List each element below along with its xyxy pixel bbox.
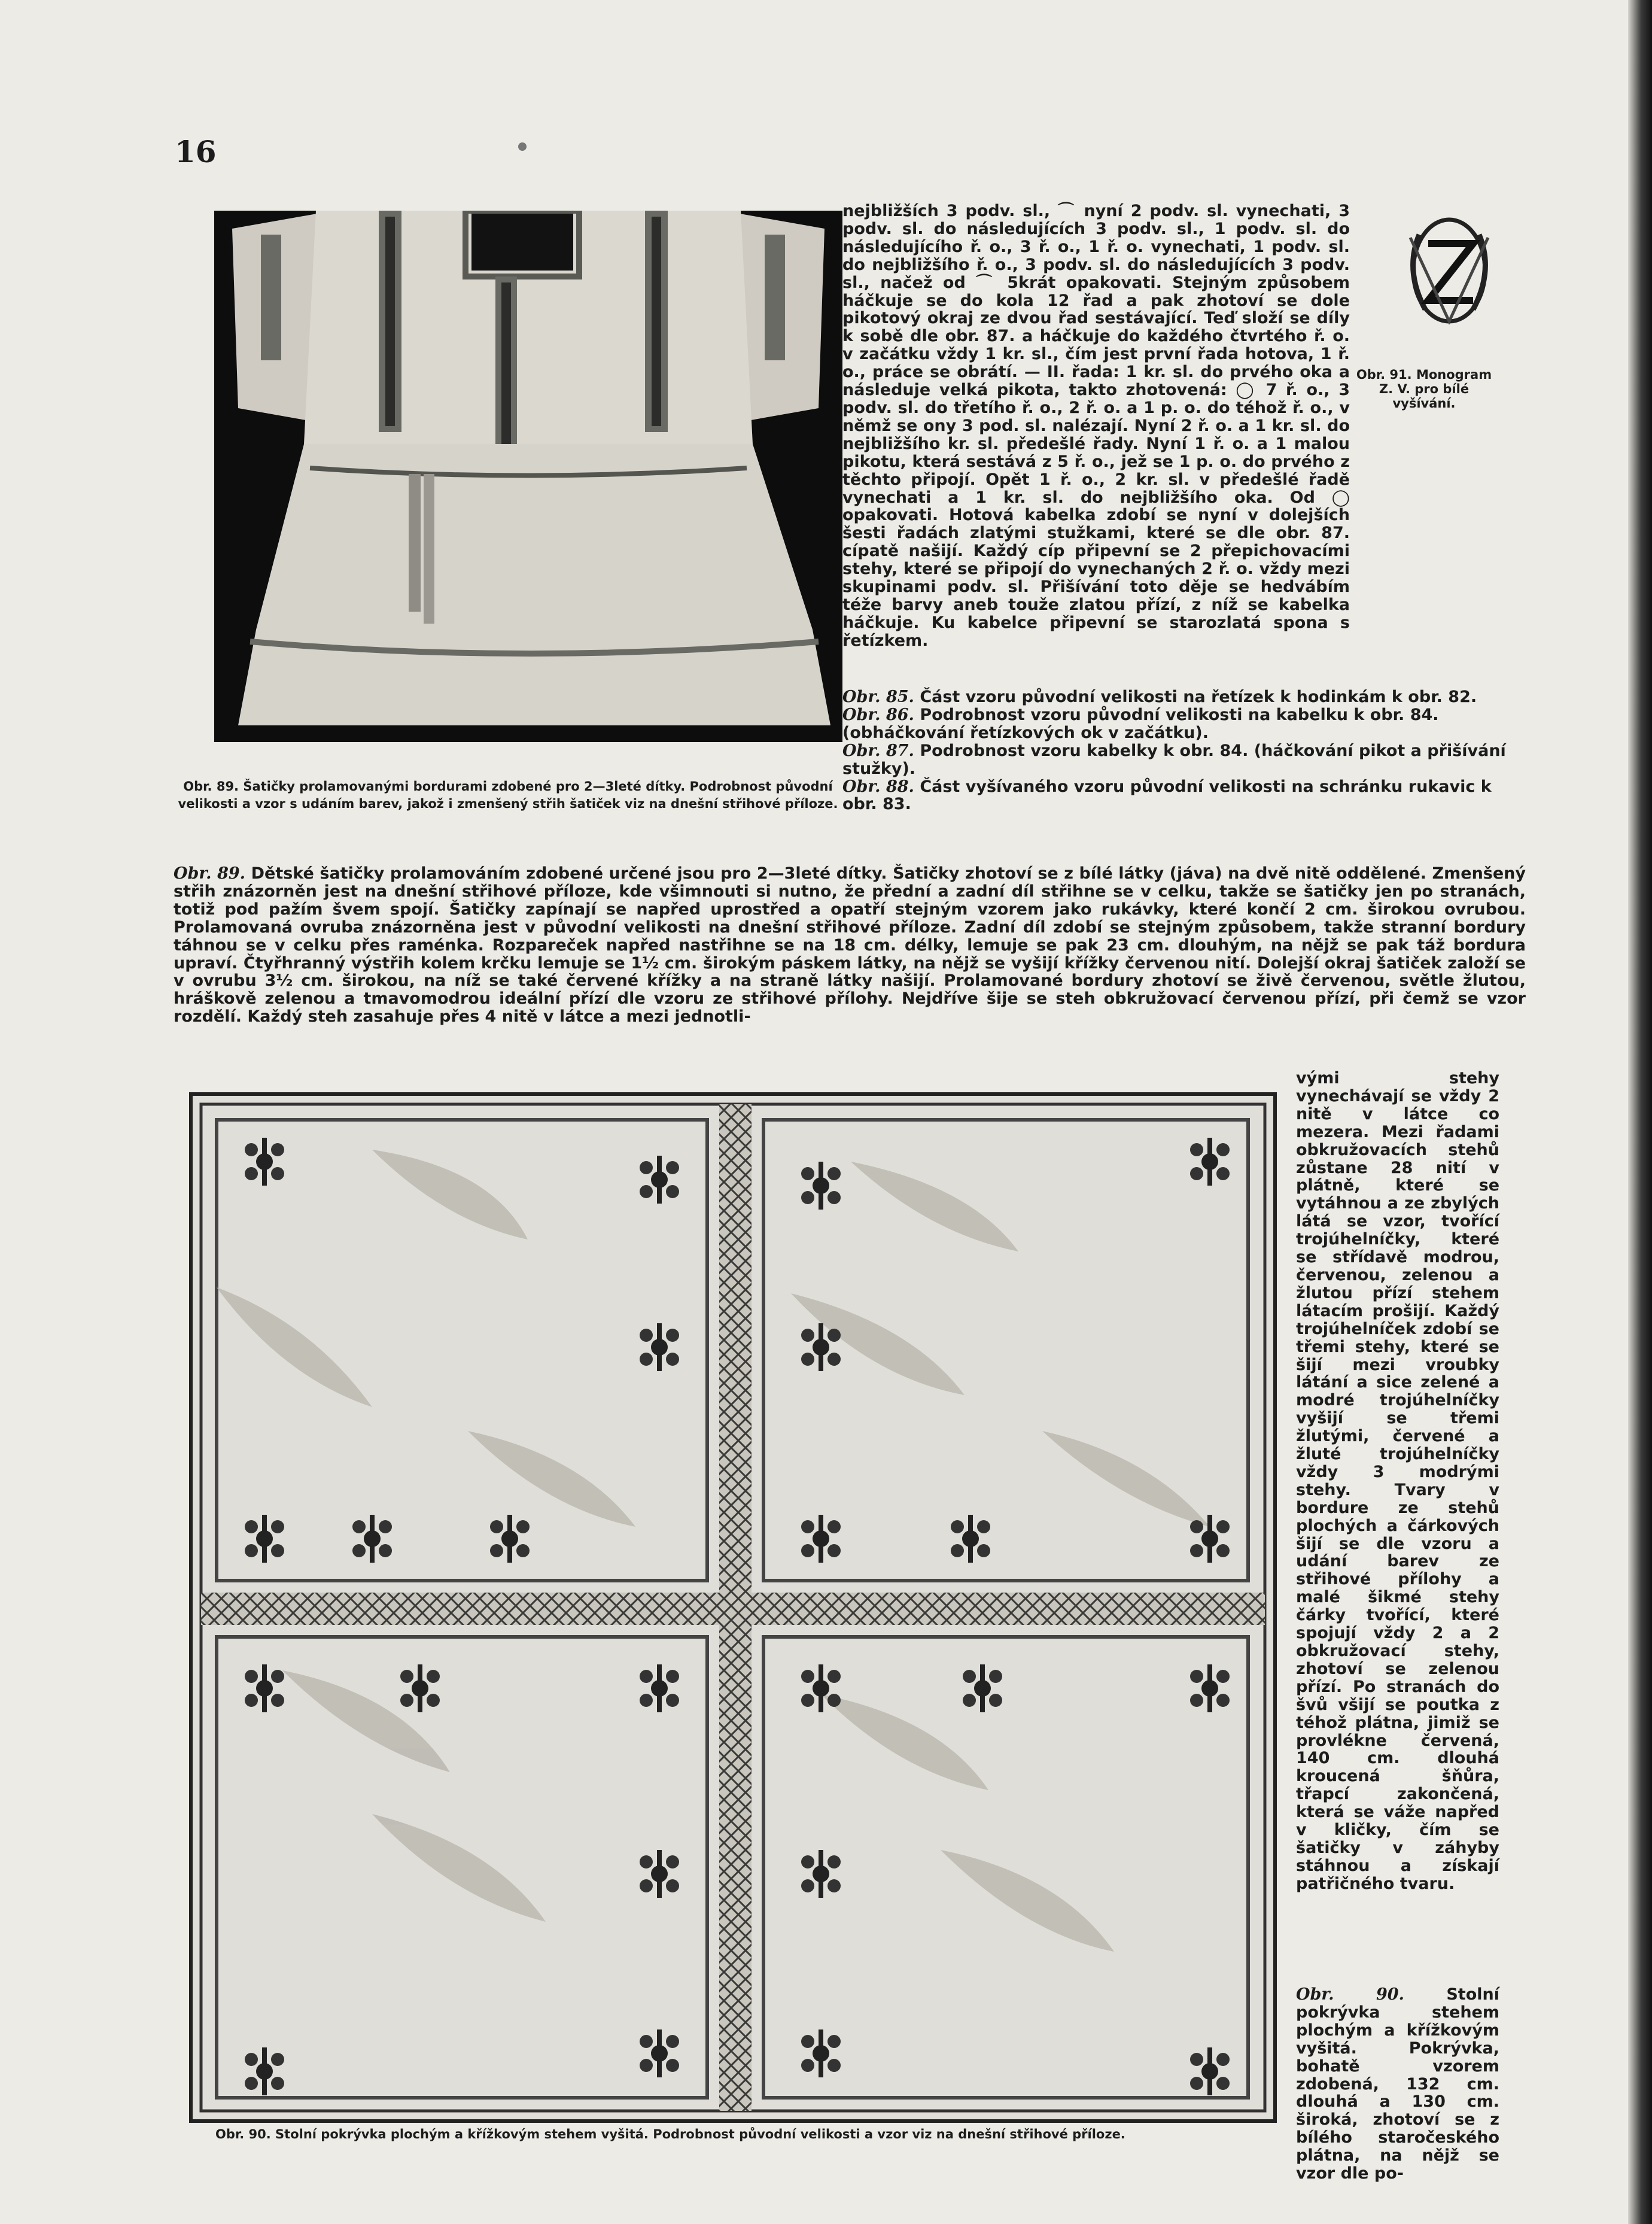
caption-obr-88 xyxy=(842,778,1507,814)
tablecloth-caption: Obr. 90. Stolní pokrývka plochým a křížkovým stehem vyšitá. Podrobnost původní velikosti a vzor viz na dnešní střihové příloze. xyxy=(215,2127,1125,2141)
dress-photo xyxy=(214,211,842,742)
figure-captions xyxy=(842,688,1507,813)
caption-obr-87 xyxy=(842,742,1507,778)
page-number: 16 xyxy=(175,134,217,169)
dress-description-text: Dětské šatičky prolamováním zdobené určené jsou pro 2—3leté dítky. Šatičky zhotoví se z bílé látky (jáva) na dvě nitě oddělené. Zmenšený střih znázorněn jest na dnešní střihové příloze, kde všimnouti si nutno, že přední a zadní díl střihne se v celku, takže se šatičky jen po stranách, totiž pod pažím švem spojí. Šatičky zapínají se napřed uprostřed a opatří stejným vzorem jako rukávky, které končí 2 cm. širokou ovrubou. Prolamovaná ovruba znázorněna jest v původní velikosti na dnešní střihové příloze. Zadní díl zdobí se stejným způsobem, takže stranní bordury táhnou se v celku přes raménka. Rozpareček napřed nastřihne se na 18 cm. délky, lemuje se pak 23 cm. dlouhým, na nějž se pak táž bordura upraví. Čtyřhranný výstřih kolem krčku lemuje se 1½ cm. širokým páskem látky, na nějž se vyšijí křížky červenou nití. Dolejší okraj šatiček založí se v ovrubu 3½ cm. širokou, na níž se také červené křížky a na straně látky našijí. Prolamované bordury zhotoví se živě červenou, světle žlutou, hráškově zelenou a tmavomodrou ideální přízí dle vzoru ze střihové přílohy. Nejdříve šije se steh obkružovací červenou přízí, při čemž se vzor rozdělí. Každý steh zasahuje přes 4 nitě v látce a mezi jednotli- xyxy=(174,864,1526,1026)
caption-obr-86 xyxy=(842,706,1507,742)
border-instructions: vými stehy vynechávají se vždy 2 nitě v látce co mezera. Mezi řadami obkružovacích stehů zůstane 28 nití v plátně, které se vytáhnou a ze zbylých látá se vzor, tvořící trojúhelníčky, které se střídavě modrou, červenou, zelenou a žlutou přízí stehem látacím prošijí. Každý trojúhelníček zdobí se třemi stehy, které se šijí mezi vroubky látání a sice zelené a modré trojúhelníčky vyšijí se třemi žlutými, červené a žluté trojúhelníčky vždy 3 modrými stehy. Tvary v bordure ze stehů plochých a čárkových šijí se dle vzoru a udání barev ze střihové přílohy a malé šikmé stehy čárky tvořící, které spojují vždy 2 a 2 obkružovací stehy, zhotoví se zelenou přízí. Po stranách do švů všijí se poutka z téhož plátna, jimiž se provlékne červená, 140 cm. dlouhá kroucená šňůra, třapcí zakončená, která se váže napřed v kličky, čím se šatičky v záhyby stáhnou a získají patřičného tvaru. xyxy=(1296,1069,1499,1893)
tablecloth-description-text: Stolní pokrývka stehem plochým a křížkovým vyšitá. Pokrývka, bohatě vzorem zdobená, 132 cm. dlouhá a 130 cm. široká, zhotoví se z bílého staročeského plátna, na nějž se vzor dle po- xyxy=(1296,1985,1499,2183)
monogram-zv-icon xyxy=(1392,211,1506,330)
crochet-instructions: nejbližších 3 podv. sl., ⌒ nyní 2 podv. sl. vynechati, 3 podv. sl. do následujících 3 podv. sl., 1 podv. sl. do následujícího ř. o., 3 ř. o., 1 ř. o. vynechati, 1 podv. sl. do nejbližšího ř. o., 3 podv. sl. do následujících 3 podv. sl., načež od ⌒ 5krát opakovati. Stejným způsobem háčkuje se do kola 12 řad a pak zhotoví se dole pikotový okraj ze dvou řad sestávající. Teď složí se díly k sobě dle obr. 87. a háčkuje do každého čtvrtého ř. o. v začátku vždy 1 kr. sl., čím jest první řada hotova, 1 ř. o., práce se obrátí. — II. řada: 1 kr. sl. do prvého oka a následuje velká pikota, takto zhotovená: ◯ 7 ř. o., 3 podv. sl. do třetího ř. o., 2 ř. o. a 1 p. o. do téhož ř. o., v němž se ony 3 pod. sl. nalézají. Nyní 2 ř. o. a 1 kr. sl. do nejbližšího kr. sl. předešlé řady. Nyní 1 ř. o. a 1 malou pikotu, která sestává z 5 ř. o., jež se 1 p. o. do prvého z těchto připojí. Opět 1 ř. o., 2 kr. sl. v předešlé řadě vynechati a 1 kr. sl. do nejbližšího oka. Od ◯ opakovati. Hotová kabelka zdobí se nyní v dolejších šesti řadách zlatými stužkami, které se dle obr. 87. cípatě našijí. Každý cíp připevní se 2 přepichovacími stehy, které se připojí do vynechaných 2 ř. o. vždy mezi skupinami podv. sl. Přišívání toto děje se hedvábím téže barvy aneb touže zlatou přízí, z níž se kabelka háčkuje. Ku kabelce připevní se starozlatá spona s řetízkem. xyxy=(842,202,1350,650)
dress-description xyxy=(174,865,1526,1026)
caption-text: Podrobnost vzoru kabelky k obr. 84. (háčkování pikot a přišívání stužky). xyxy=(842,741,1506,778)
caption-text: Část vyšívaného vzoru původní velikosti na schránku rukavic k obr. 83. xyxy=(842,777,1492,814)
monogram-caption: Obr. 91. Monogram Z. V. pro bílé vyšívání. xyxy=(1356,367,1492,411)
caption-text: Podrobnost vzoru původní velikosti na kabelku k obr. 84. (obháčkování řetízkových ok v začátku). xyxy=(842,705,1439,742)
caption-label: Obr. 87. xyxy=(842,741,914,760)
caption-text: Část vzoru původní velikosti na řetízek k hodinkám k obr. 82. xyxy=(920,688,1477,706)
tablecloth-description xyxy=(1296,1986,1499,2183)
caption-obr-85 xyxy=(842,688,1507,706)
decorative-dot xyxy=(518,142,527,151)
dress-illustration xyxy=(214,211,842,742)
tablecloth-illustration xyxy=(189,1092,1277,2123)
figure-label: Obr. 89. xyxy=(174,864,246,883)
figure-label: Obr. 90. xyxy=(1296,1985,1404,2004)
caption-label: Obr. 85. xyxy=(842,688,914,706)
caption-label: Obr. 86. xyxy=(842,705,914,724)
photo-caption: Obr. 89. Šatičky prolamovanými bordurami zdobené pro 2—3leté dítky. Podrobnost původní velikosti a vzor s udáním barev, jakož i zmenšený střih šatiček viz na dnešní střihové příloze. xyxy=(178,779,838,811)
caption-label: Obr. 88. xyxy=(842,777,914,796)
page-edge-shadow xyxy=(1628,0,1652,2224)
